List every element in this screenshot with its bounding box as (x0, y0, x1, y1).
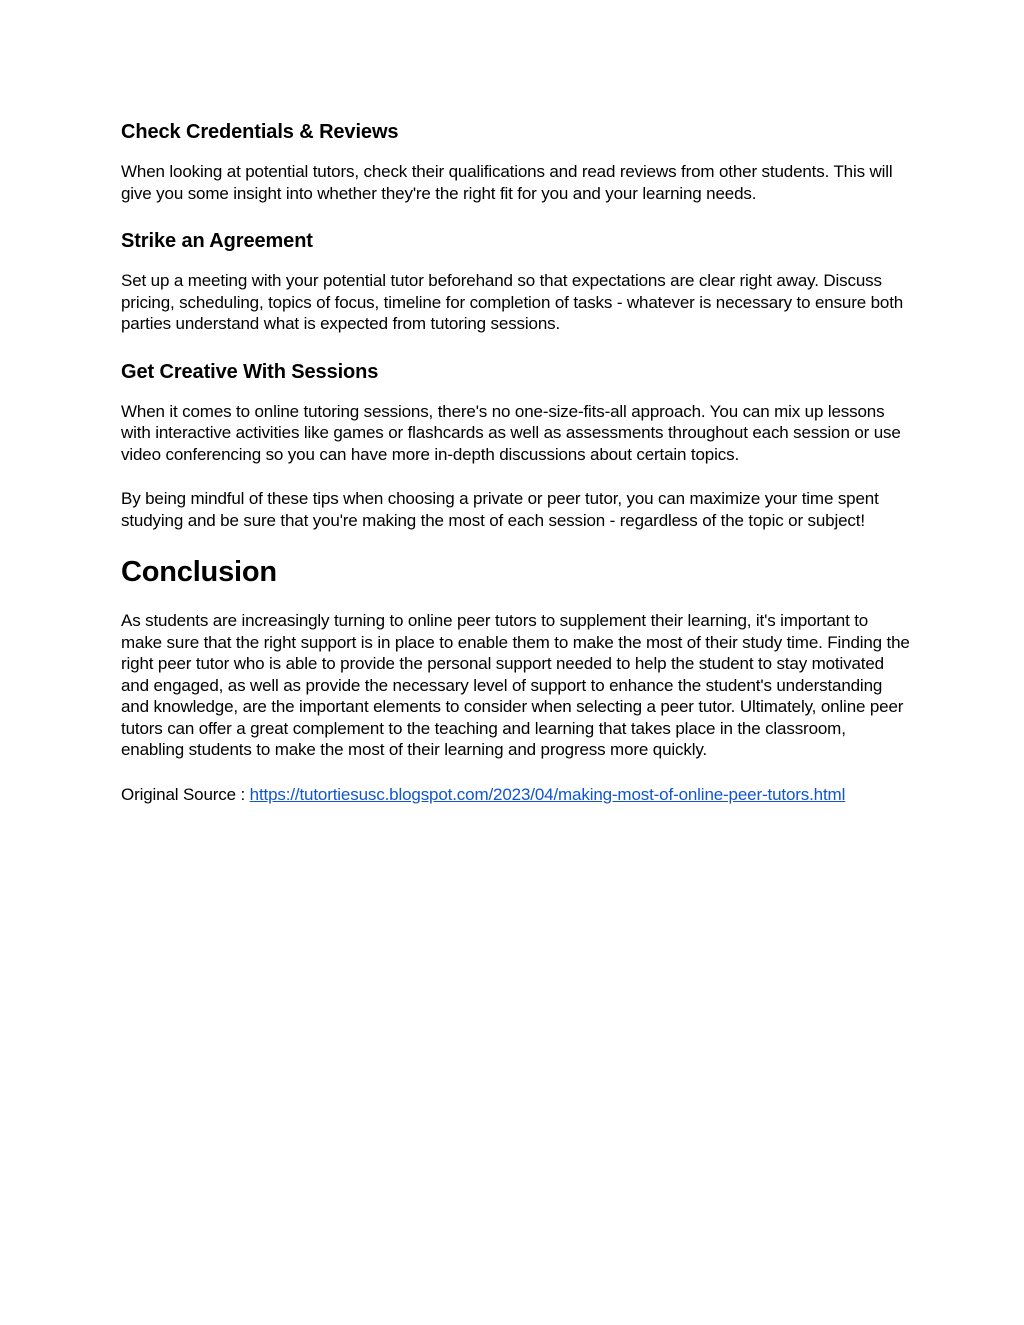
heading-get-creative: Get Creative With Sessions (121, 360, 379, 383)
paragraph-check-credentials: When looking at potential tutors, check their qualifications and read reviews from other students. This will give you some insight into whether they're the right fit for you and your learning needs. (121, 162, 893, 203)
document-content (121, 118, 911, 805)
heading-conclusion: Conclusion (121, 556, 277, 588)
original-source-link[interactable]: https://tutortiesusc.blogspot.com/2023/04/making-most-of-online-peer-tutors.html (249, 784, 846, 804)
paragraph-get-creative: When it comes to online tutoring sessions, there's no one-size-fits-all approach. You can mix up lessons with interactive activities like games or flashcards as well as assessments throughout each session or use video conferencing so you can have more in-depth discussions about certain topics. (121, 401, 901, 464)
paragraph-strike-agreement: Set up a meeting with your potential tutor beforehand so that expectations are clear right away. Discuss pricing, scheduling, topics of focus, timeline for completion of tasks - whatever is necessary to ensure both parties understand what is expected from tutoring sessions. (121, 271, 904, 333)
heading-strike-agreement: Strike an Agreement (121, 230, 313, 252)
original-source-line (121, 784, 911, 806)
heading-check-credentials: Check Credentials & Reviews (121, 121, 399, 143)
paragraph-tips-summary: By being mindful of these tips when choosing a private or peer tutor, you can maximize your time spent studying and be sure that you're making the most of each session - regardless of the topic or subject! (121, 489, 879, 530)
original-source-label: Original Source : (121, 784, 250, 804)
paragraph-conclusion: As students are increasingly turning to online peer tutors to supplement their learning, it's important to make sure that the right support is in place to enable them to make the most of their study time. Finding the right peer tutor who is able to provide the personal support needed to help the student to stay motivated and engaged, as well as provide the necessary level of support to enhance the student's understanding and knowledge, are the important elements to consider when selecting a peer tutor. Ultimately, online peer tutors can offer a great complement to the teaching and learning that takes place in the classroom, enabling students to make the most of their learning and progress more quickly. (121, 611, 910, 759)
